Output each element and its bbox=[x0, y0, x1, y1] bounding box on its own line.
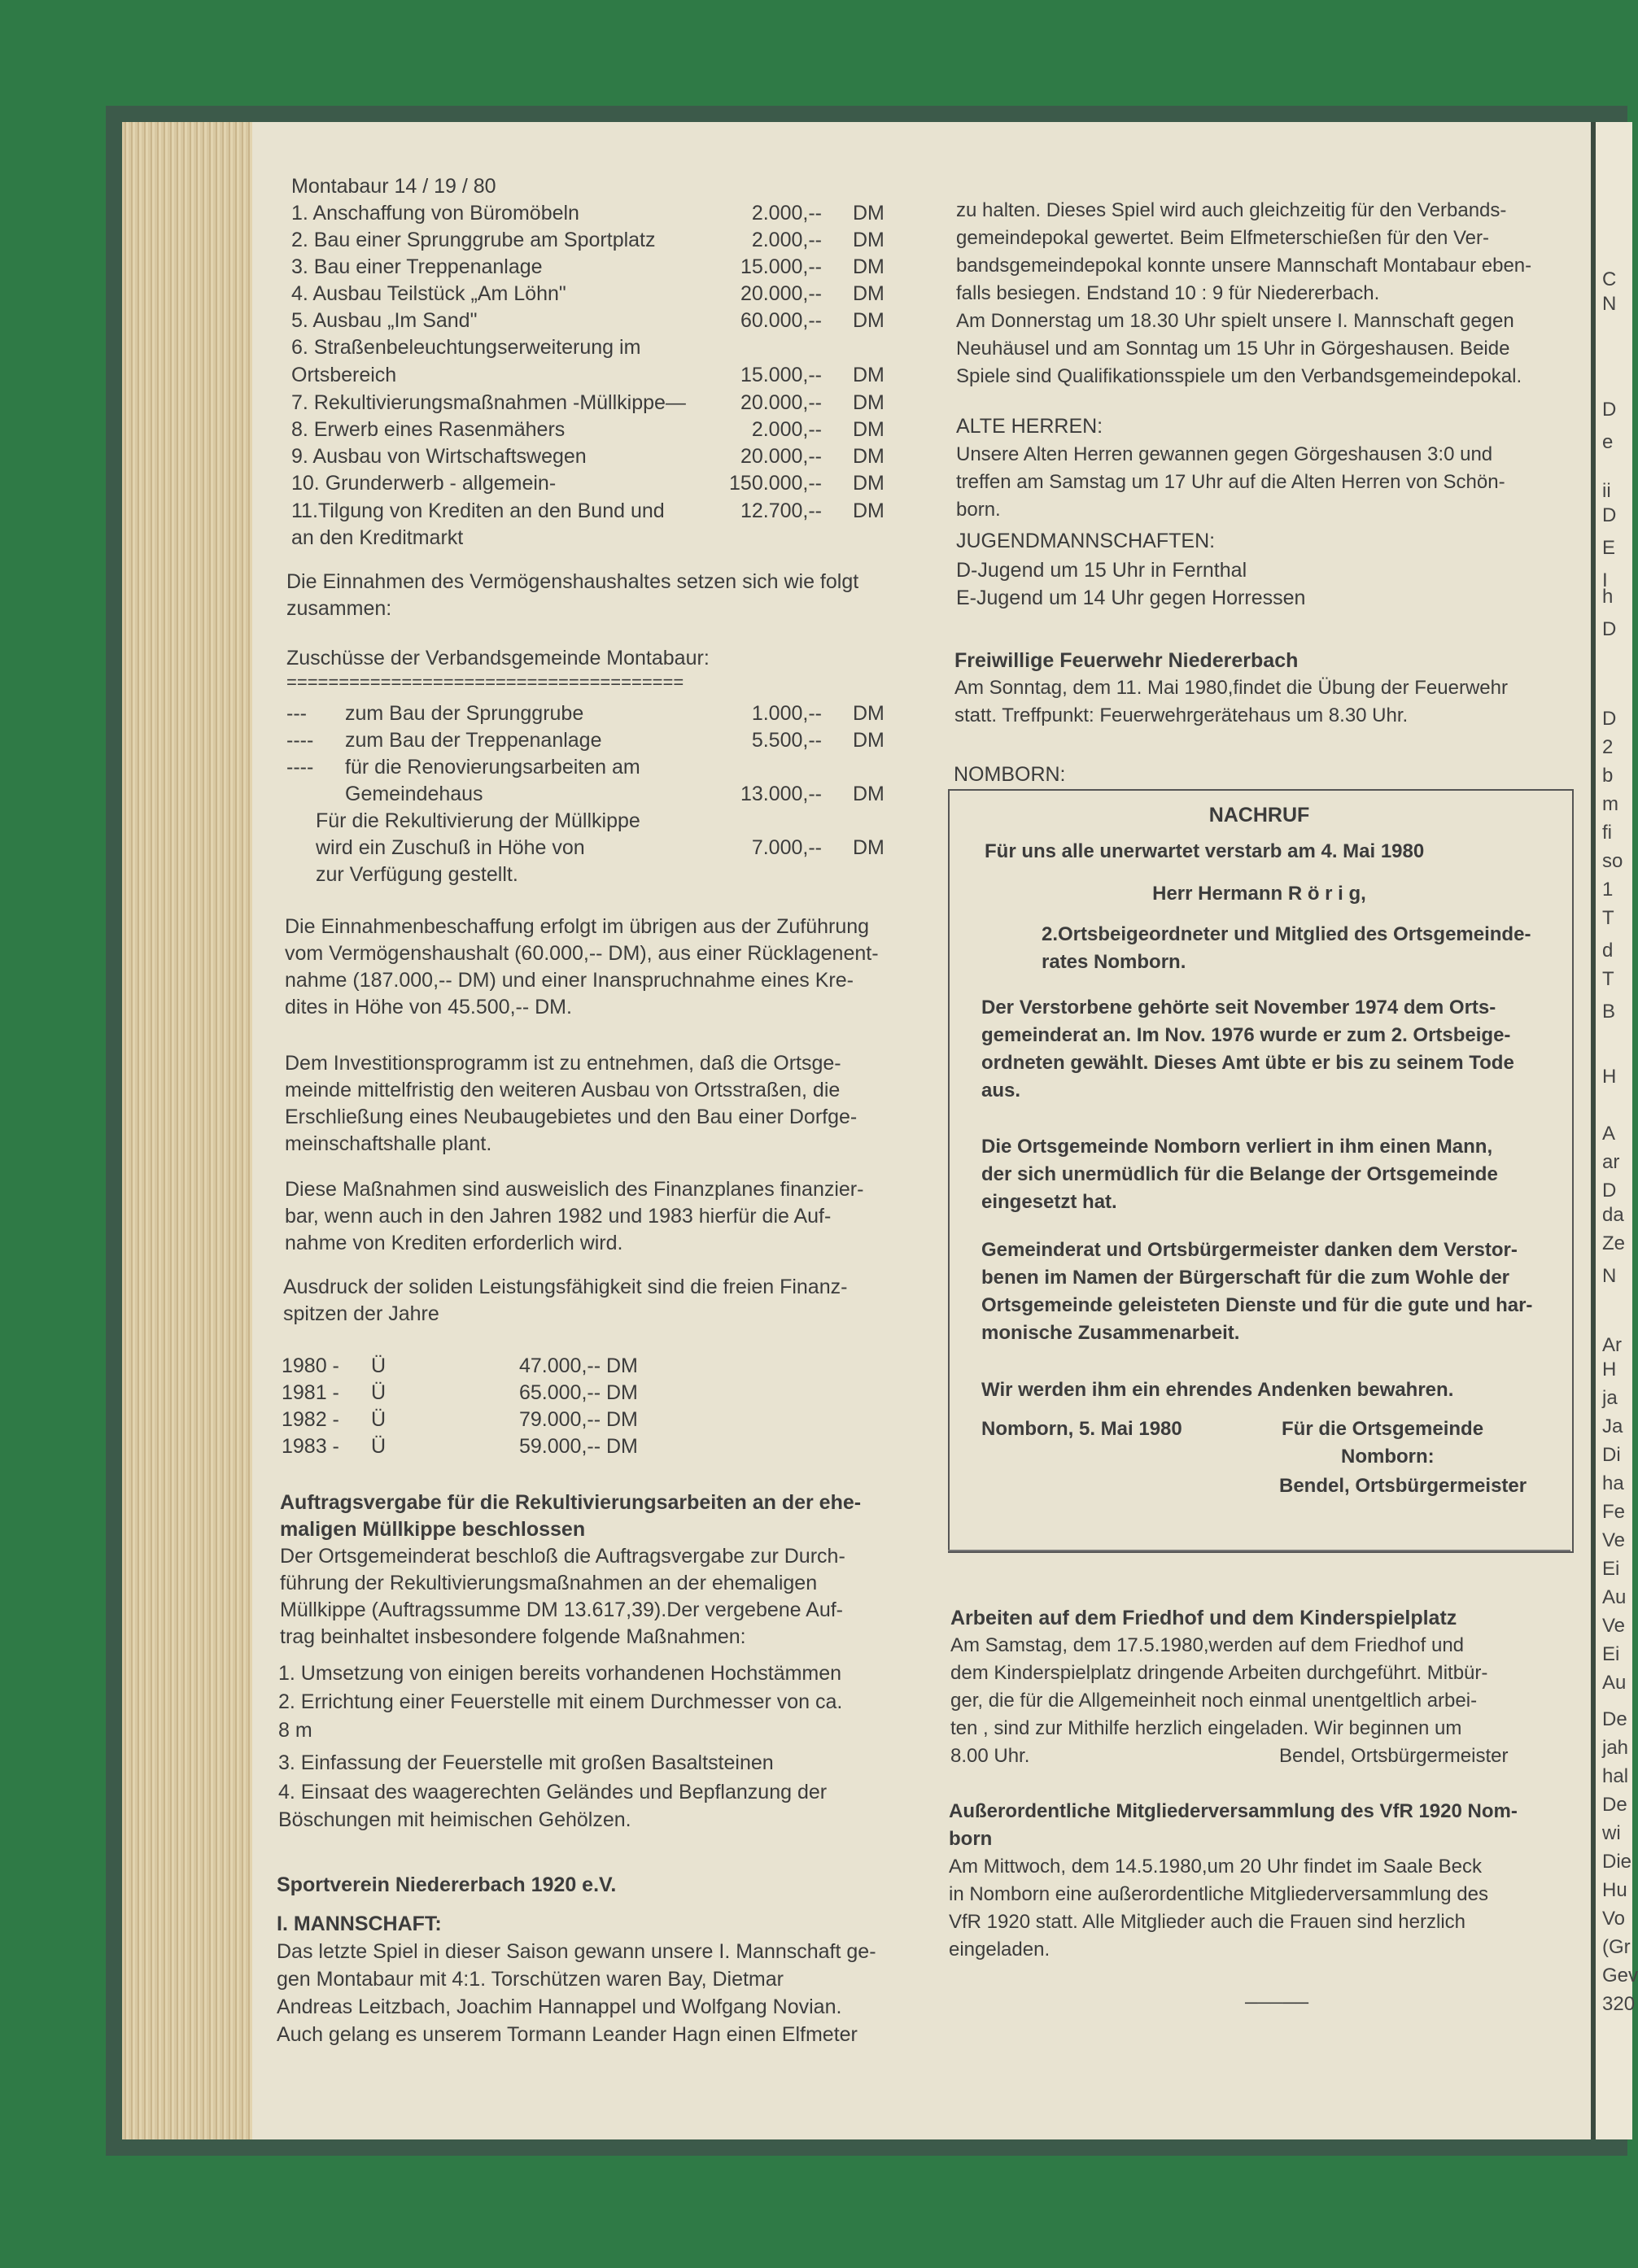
text-line: Dem Investitionsprogramm ist zu entnehmen, daß die Ortsge- bbox=[285, 1052, 841, 1075]
text-line: zusammen: bbox=[286, 597, 392, 620]
edge-text-fragment: De bbox=[1602, 1794, 1627, 1816]
text-line: VfR 1920 statt. Alle Mitglieder auch die Frauen sind herzlich bbox=[949, 1911, 1466, 1933]
section-title: ALTE HERREN: bbox=[956, 415, 1103, 438]
edge-text-fragment: Ei bbox=[1602, 1558, 1620, 1580]
budget-item-label: 11.Tilgung von Krediten an den Bund und bbox=[291, 499, 665, 522]
text-line: Bendel, Ortsbürgermeister bbox=[1279, 1745, 1509, 1767]
page-stack-edge bbox=[122, 122, 256, 2139]
edge-text-fragment: C bbox=[1602, 268, 1617, 290]
budget-item-label: 8. Erwerb eines Rasenmähers bbox=[291, 418, 566, 441]
text-line: der sich unermüdlich für die Belange der Ortsgemeinde bbox=[981, 1163, 1498, 1185]
edge-text-fragment: da bbox=[1602, 1204, 1624, 1226]
edge-text-fragment: ar bbox=[1602, 1151, 1620, 1173]
budget-item-amount: 20.000,-- bbox=[740, 282, 822, 305]
text-line: born. bbox=[956, 499, 1001, 521]
text-line: E-Jugend um 14 Uhr gegen Horressen bbox=[956, 587, 1306, 609]
text-line: meinde mittelfristig den weiteren Ausbau von Ortsstraßen, die bbox=[285, 1079, 841, 1101]
edge-text-fragment: h bbox=[1602, 586, 1614, 608]
obituary-title: NACHRUF bbox=[1208, 804, 1310, 827]
text-line: 7.000,-- bbox=[751, 836, 822, 859]
edge-text-fragment: ha bbox=[1602, 1472, 1624, 1494]
budget-item-amount: 60.000,-- bbox=[740, 309, 822, 332]
text-line: Für uns alle unerwartet verstarb am 4. Mai 1980 bbox=[985, 840, 1425, 862]
text-line: Ü bbox=[371, 1435, 387, 1458]
text-line: Unsere Alten Herren gewannen gegen Görgeshausen 3:0 und bbox=[956, 443, 1493, 465]
edge-text-fragment: m bbox=[1602, 793, 1618, 815]
text-line: Erschließung eines Neubaugebietes und den Bau einer Dorfge- bbox=[285, 1106, 858, 1128]
edge-text-fragment: d bbox=[1602, 940, 1614, 962]
edge-text-fragment: De bbox=[1602, 1708, 1627, 1730]
adjacent-page-fragment bbox=[1591, 122, 1638, 2139]
text-line: Andreas Leitzbach, Joachim Hannappel und Wolfgang Novian. bbox=[277, 1995, 842, 2018]
text-line: Für die Ortsgemeinde bbox=[1282, 1418, 1484, 1440]
text-line: ten , sind zur Mithilfe herzlich eingeladen. Wir beginnen um bbox=[950, 1717, 1462, 1739]
budget-item-label: 9. Ausbau von Wirtschaftswegen bbox=[291, 445, 587, 468]
budget-item-amount: 150.000,-- bbox=[729, 472, 822, 495]
edge-text-fragment: Ve bbox=[1602, 1529, 1626, 1551]
text-line: zur Verfügung gestellt. bbox=[316, 863, 518, 886]
section-title: Freiwillige Feuerwehr Niedererbach bbox=[954, 649, 1299, 672]
section-title: Auftragsvergabe für die Rekultivierungsarbeiten an der ehe- bbox=[280, 1491, 862, 1514]
edge-text-fragment: N bbox=[1602, 293, 1617, 315]
text-line: Auch gelang es unserem Tormann Leander Hagn einen Elfmeter bbox=[277, 2023, 858, 2046]
text-line: 8 m bbox=[278, 1719, 312, 1742]
text-line: Die Einnahmen des Vermögenshaushaltes setzen sich wie folgt bbox=[286, 570, 859, 593]
edge-text-fragment: T bbox=[1602, 907, 1614, 929]
budget-item-unit: DM bbox=[853, 309, 885, 332]
section-title: Zuschüsse der Verbandsgemeinde Montabaur: bbox=[286, 647, 710, 669]
edge-text-fragment: fi bbox=[1602, 822, 1612, 844]
edge-text-fragment: B bbox=[1602, 1001, 1616, 1023]
page-header: Montabaur 14 / 19 / 80 bbox=[291, 175, 496, 198]
section-title: born bbox=[949, 1828, 993, 1850]
edge-text-fragment: Au bbox=[1602, 1672, 1627, 1694]
section-title: JUGENDMANNSCHAFTEN: bbox=[956, 530, 1216, 552]
text-line: trag beinhaltet insbesondere folgende Maßnahmen: bbox=[280, 1625, 746, 1648]
edge-text-fragment: hal bbox=[1602, 1765, 1629, 1787]
edge-text-fragment: T bbox=[1602, 968, 1614, 990]
text-line: 5.500,-- bbox=[751, 729, 822, 752]
text-line: 59.000,-- DM bbox=[519, 1435, 638, 1458]
edge-text-fragment: I bbox=[1602, 569, 1608, 591]
budget-item-amount: 12.700,-- bbox=[740, 499, 822, 522]
edge-text-fragment: Fe bbox=[1602, 1501, 1626, 1523]
budget-item-unit: DM bbox=[853, 229, 885, 251]
text-line: 1. Umsetzung von einigen bereits vorhandenen Hochstämmen bbox=[278, 1662, 842, 1685]
text-line: 1.000,-- bbox=[751, 702, 822, 725]
budget-item-label: 6. Straßenbeleuchtungserweiterung im bbox=[291, 336, 641, 359]
text-line: Nomborn: bbox=[1341, 1446, 1435, 1468]
text-line: 1980 - bbox=[282, 1354, 339, 1377]
text-line: DM bbox=[853, 702, 885, 725]
edge-text-fragment: D bbox=[1602, 504, 1617, 526]
text-line: monische Zusammenarbeit. bbox=[981, 1322, 1240, 1344]
document-page bbox=[252, 122, 1591, 2139]
text-line: Für die Rekultivierung der Müllkippe bbox=[316, 809, 640, 832]
text-line: zum Bau der Treppenanlage bbox=[345, 729, 602, 752]
edge-text-fragment: D bbox=[1602, 1180, 1617, 1202]
text-line: Müllkippe (Auftragssumme DM 13.617,39).Der vergebene Auf- bbox=[280, 1599, 843, 1621]
text-line: DM bbox=[853, 729, 885, 752]
text-line: 2.Ortsbeigeordneter und Mitglied des Ortsgemeinde- bbox=[1042, 923, 1531, 945]
text-line: Diese Maßnahmen sind ausweislich des Finanzplanes finanzier- bbox=[285, 1178, 864, 1201]
budget-item-label: 3. Bau einer Treppenanlage bbox=[291, 255, 543, 278]
text-line: 2. Errichtung einer Feuerstelle mit einem Durchmesser von ca. bbox=[278, 1690, 843, 1713]
text-line: Gemeinderat und Ortsbürgermeister danken dem Verstor- bbox=[981, 1239, 1518, 1261]
edge-text-fragment: Di bbox=[1602, 1444, 1621, 1466]
budget-item-unit: DM bbox=[853, 364, 885, 386]
budget-item-label: 1. Anschaffung von Büromöbeln bbox=[291, 202, 579, 225]
edge-text-fragment: N bbox=[1602, 1265, 1617, 1287]
text-line: 8.00 Uhr. bbox=[950, 1745, 1030, 1767]
edge-text-fragment: Ar bbox=[1602, 1334, 1622, 1356]
text-line: benen im Namen der Bürgerschaft für die zum Wohle der bbox=[981, 1267, 1510, 1289]
budget-item-amount: 2.000,-- bbox=[751, 418, 822, 441]
edge-text-fragment: D bbox=[1602, 618, 1617, 640]
text-line: bar, wenn auch in den Jahren 1982 und 1983 hierfür die Auf- bbox=[285, 1205, 832, 1228]
edge-text-fragment: Hu bbox=[1602, 1879, 1627, 1901]
budget-item-amount: 2.000,-- bbox=[751, 229, 822, 251]
text-line: für die Renovierungsarbeiten am bbox=[345, 756, 640, 779]
edge-text-fragment: wi bbox=[1602, 1822, 1621, 1844]
text-line: Bendel, Ortsbürgermeister bbox=[1279, 1475, 1527, 1497]
budget-item-label: Ortsbereich bbox=[291, 364, 397, 386]
text-line: rates Nomborn. bbox=[1042, 951, 1186, 973]
edge-text-fragment: H bbox=[1602, 1359, 1617, 1380]
text-line: spitzen der Jahre bbox=[283, 1302, 439, 1325]
edge-text-fragment: Gev bbox=[1602, 1965, 1638, 1987]
budget-item-label: 7. Rekultivierungsmaßnahmen -Müllkippe— bbox=[291, 391, 686, 414]
text-line: Der Verstorbene gehörte seit November 1974 dem Orts- bbox=[981, 997, 1496, 1018]
end-mark: ───── bbox=[1245, 1992, 1308, 2013]
text-line: wird ein Zuschuß in Höhe von bbox=[316, 836, 585, 859]
text-line: meinschaftshalle plant. bbox=[285, 1132, 492, 1155]
text-line: statt. Treffpunkt: Feuerwehrgerätehaus um 8.30 Uhr. bbox=[954, 704, 1409, 726]
text-line: 47.000,-- DM bbox=[519, 1354, 638, 1377]
divider bbox=[948, 1550, 1570, 1551]
text-line: 1982 - bbox=[282, 1408, 339, 1431]
budget-item-unit: DM bbox=[853, 391, 885, 414]
edge-text-fragment: E bbox=[1602, 537, 1616, 559]
edge-text-fragment: Ei bbox=[1602, 1643, 1620, 1665]
budget-item-amount: 15.000,-- bbox=[740, 255, 822, 278]
text-line: DM bbox=[853, 836, 885, 859]
edge-text-fragment: ja bbox=[1602, 1387, 1618, 1409]
budget-item-unit: DM bbox=[853, 472, 885, 495]
section-title: Sportverein Niedererbach 1920 e.V. bbox=[277, 1873, 617, 1896]
text-line: Ortsgemeinde geleisteten Dienste und für die gute und har- bbox=[981, 1294, 1533, 1316]
budget-item-label: an den Kreditmarkt bbox=[291, 526, 464, 549]
text-line: eingeladen. bbox=[949, 1939, 1051, 1961]
text-line: Ü bbox=[371, 1354, 387, 1377]
text-line: dem Kinderspielplatz dringende Arbeiten durchgeführt. Mitbür- bbox=[950, 1662, 1488, 1684]
section-title: NOMBORN: bbox=[954, 763, 1066, 786]
text-line: 1983 - bbox=[282, 1435, 339, 1458]
budget-item-unit: DM bbox=[853, 255, 885, 278]
text-line: 4. Einsaat des waagerechten Geländes und Bepflanzung der bbox=[278, 1781, 828, 1803]
edge-text-fragment: Ja bbox=[1602, 1415, 1623, 1437]
budget-item-unit: DM bbox=[853, 418, 885, 441]
text-line: 1981 - bbox=[282, 1381, 339, 1404]
text-line: 65.000,-- DM bbox=[519, 1381, 638, 1404]
text-line: eingesetzt hat. bbox=[981, 1191, 1117, 1213]
text-line: in Nomborn eine außerordentliche Mitgliederversammlung des bbox=[949, 1883, 1488, 1905]
text-line: Ü bbox=[371, 1381, 387, 1404]
budget-item-label: 2. Bau einer Sprunggrube am Sportplatz bbox=[291, 229, 656, 251]
text-line: nahme von Krediten erforderlich wird. bbox=[285, 1232, 623, 1254]
text-line: zum Bau der Sprunggrube bbox=[345, 702, 584, 725]
text-line: zu halten. Dieses Spiel wird auch gleichzeitig für den Verbands- bbox=[956, 199, 1507, 221]
budget-item-unit: DM bbox=[853, 445, 885, 468]
text-line: ger, die für die Allgemeinheit noch einmal unentgeltlich arbei- bbox=[950, 1690, 1478, 1712]
edge-text-fragment: Ze bbox=[1602, 1232, 1626, 1254]
text-line: Am Mittwoch, dem 14.5.1980,um 20 Uhr findet im Saale Beck bbox=[949, 1856, 1482, 1878]
text-line: ---- bbox=[286, 729, 314, 752]
text-line: Die Ortsgemeinde Nomborn verliert in ihm einen Mann, bbox=[981, 1136, 1493, 1158]
edge-text-fragment: Die bbox=[1602, 1851, 1632, 1873]
budget-item-amount: 15.000,-- bbox=[740, 364, 822, 386]
text-line: 13.000,-- bbox=[740, 783, 822, 805]
text-line: 79.000,-- DM bbox=[519, 1408, 638, 1431]
text-line: Die Einnahmenbeschaffung erfolgt im übrigen aus der Zuführung bbox=[285, 915, 870, 938]
edge-text-fragment: so bbox=[1602, 850, 1623, 872]
edge-text-fragment: 1 bbox=[1602, 879, 1614, 901]
edge-text-fragment: jah bbox=[1602, 1737, 1629, 1759]
text-line: Am Sonntag, dem 11. Mai 1980,findet die Übung der Feuerwehr bbox=[954, 677, 1508, 699]
edge-text-fragment: 2 bbox=[1602, 736, 1614, 758]
text-line: Am Donnerstag um 18.30 Uhr spielt unsere I. Mannschaft gegen bbox=[956, 310, 1514, 332]
text-line: Der Ortsgemeinderat beschloß die Auftragsvergabe zur Durch- bbox=[280, 1545, 845, 1568]
text-line: aus. bbox=[981, 1079, 1021, 1101]
text-line: Das letzte Spiel in dieser Saison gewann unsere I. Mannschaft ge- bbox=[277, 1940, 876, 1963]
text-line: Am Samstag, dem 17.5.1980,werden auf dem Friedhof und bbox=[950, 1634, 1465, 1656]
edge-text-fragment: H bbox=[1602, 1066, 1617, 1088]
edge-text-fragment: 320 bbox=[1602, 1993, 1636, 2015]
budget-item-label: 10. Grunderwerb - allgemein- bbox=[291, 472, 557, 495]
text-line: gemeinderat an. Im Nov. 1976 wurde er zum 2. Ortsbeige- bbox=[981, 1024, 1511, 1046]
budget-item-unit: DM bbox=[853, 202, 885, 225]
text-line: vom Vermögenshaushalt (60.000,-- DM), aus einer Rücklagenent- bbox=[285, 942, 879, 965]
text-line: gemeindepokal gewertet. Beim Elfmeterschießen für den Ver- bbox=[956, 227, 1489, 249]
text-line: gen Montabaur mit 4:1. Torschützen waren Bay, Dietmar bbox=[277, 1968, 784, 1991]
budget-item-amount: 20.000,-- bbox=[740, 391, 822, 414]
budget-item-amount: 20.000,-- bbox=[740, 445, 822, 468]
edge-text-fragment: Au bbox=[1602, 1586, 1627, 1608]
edge-text-fragment: ii bbox=[1602, 480, 1611, 502]
budget-item-label: 5. Ausbau „Im Sand" bbox=[291, 309, 478, 332]
section-title: Außerordentliche Mitgliederversammlung des VfR 1920 Nom- bbox=[949, 1800, 1518, 1822]
text-line: falls besiegen. Endstand 10 : 9 für Niedererbach. bbox=[956, 282, 1380, 304]
section-title: maligen Müllkippe beschlossen bbox=[280, 1518, 586, 1541]
text-line: Ü bbox=[371, 1408, 387, 1431]
edge-text-fragment: D bbox=[1602, 399, 1617, 421]
edge-text-fragment: b bbox=[1602, 765, 1614, 787]
text-line: D-Jugend um 15 Uhr in Fernthal bbox=[956, 559, 1247, 582]
section-title: Arbeiten auf dem Friedhof und dem Kinderspielplatz bbox=[950, 1607, 1457, 1629]
edge-text-fragment: (Gr bbox=[1602, 1936, 1631, 1958]
budget-item-unit: DM bbox=[853, 282, 885, 305]
text-line: nahme (187.000,-- DM) und einer Inanspruchnahme eines Kre- bbox=[285, 969, 854, 992]
text-line: Nomborn, 5. Mai 1980 bbox=[981, 1418, 1182, 1440]
edge-text-fragment: e bbox=[1602, 431, 1614, 453]
edge-text-fragment: D bbox=[1602, 708, 1617, 730]
text-line: ordneten gewählt. Dieses Amt übte er bis zu seinem Tode bbox=[981, 1052, 1514, 1074]
text-line: Spiele sind Qualifikationsspiele um den Verbandsgemeindepokal. bbox=[956, 365, 1522, 387]
text-line: führung der Rekultivierungsmaßnahmen an der ehemaligen bbox=[280, 1572, 818, 1594]
budget-item-label: 4. Ausbau Teilstück „Am Löhn" bbox=[291, 282, 566, 305]
text-line: Gemeindehaus bbox=[345, 783, 483, 805]
text-line: Ausdruck der soliden Leistungsfähigkeit sind die freien Finanz- bbox=[283, 1276, 848, 1298]
text-line: 3. Einfassung der Feuerstelle mit großen Basaltsteinen bbox=[278, 1751, 774, 1774]
text-line: Böschungen mit heimischen Gehölzen. bbox=[278, 1808, 631, 1831]
text-line: Wir werden ihm ein ehrendes Andenken bewahren. bbox=[981, 1379, 1454, 1401]
edge-text-fragment: Ve bbox=[1602, 1615, 1626, 1637]
text-line: Herr Hermann R ö r i g, bbox=[1152, 883, 1366, 905]
text-line: DM bbox=[853, 783, 885, 805]
text-line: Neuhäusel und am Sonntag um 15 Uhr in Görgeshausen. Beide bbox=[956, 338, 1510, 360]
text-line: dites in Höhe von 45.500,-- DM. bbox=[285, 996, 572, 1018]
rule-line: ====================================== bbox=[286, 672, 684, 692]
edge-text-fragment: Vo bbox=[1602, 1908, 1626, 1930]
budget-item-unit: DM bbox=[853, 499, 885, 522]
text-line: --- bbox=[286, 702, 307, 725]
text-line: ---- bbox=[286, 756, 314, 779]
budget-item-amount: 2.000,-- bbox=[751, 202, 822, 225]
section-title: I. MANNSCHAFT: bbox=[277, 1913, 442, 1935]
text-line: treffen am Samstag um 17 Uhr auf die Alten Herren von Schön- bbox=[956, 471, 1505, 493]
text-line: bandsgemeindepokal konnte unsere Mannschaft Montabaur eben- bbox=[956, 255, 1532, 277]
edge-text-fragment: A bbox=[1602, 1123, 1616, 1145]
